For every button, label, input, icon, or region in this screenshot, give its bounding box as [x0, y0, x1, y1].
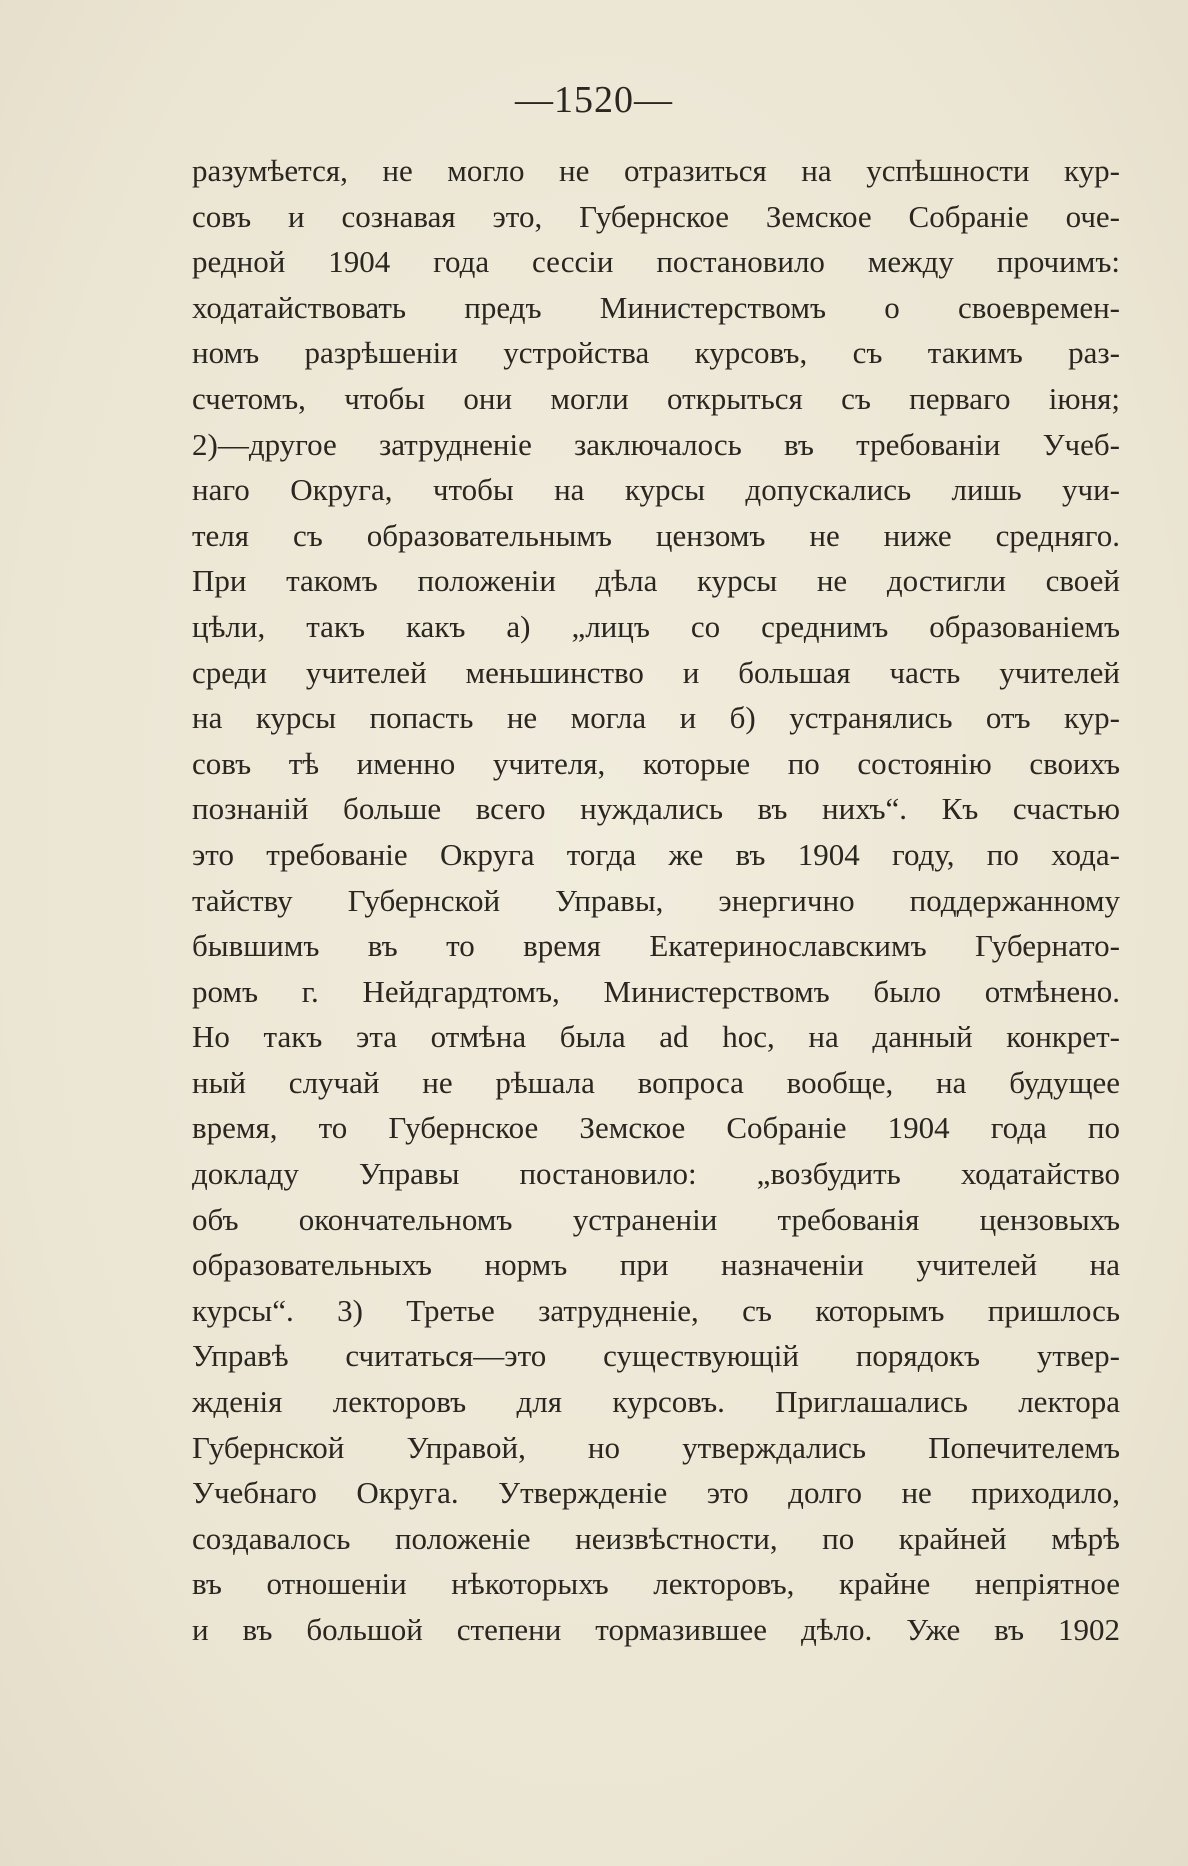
- text-line: среди учителей меньшинство и большая часть учителей: [192, 654, 1120, 690]
- text-line: цѣли, такъ какъ а) „лицъ со среднимъ образованіемъ: [192, 608, 1120, 644]
- text-line: время, то Губернское Земское Собраніе 1904 года по: [192, 1110, 1120, 1146]
- text-line: и въ большой степени тормазившее дѣло. Уже въ 1902: [192, 1612, 1120, 1647]
- body-text: [192, 148, 1120, 1653]
- text-line: образовательныхъ нормъ при назначеніи учителей на: [192, 1247, 1120, 1283]
- text-line: ный случай не рѣшала вопроса вообще, на будущее: [192, 1064, 1120, 1100]
- text-line: это требованіе Округа тогда же въ 1904 году, по хода-: [192, 836, 1120, 872]
- text-line: наго Округа, чтобы на курсы допускались лишь учи-: [192, 472, 1120, 508]
- text-line: бывшимъ въ то время Екатеринославскимъ Губернато-: [192, 928, 1120, 964]
- text-line: ходатайствовать предъ Министерствомъ о своевремен-: [192, 289, 1120, 325]
- text-line: редной 1904 года сессіи постановило между прочимъ:: [192, 244, 1120, 280]
- text-line: въ отношеніи нѣкоторыхъ лекторовъ, крайне непріятное: [192, 1566, 1120, 1602]
- text-line: познаній больше всего нуждались въ нихъ“. Къ счастью: [192, 791, 1120, 827]
- text-line: номъ разрѣшеніи устройства курсовъ, съ такимъ раз-: [192, 335, 1120, 371]
- text-line: Управѣ считаться—это существующій порядокъ утвер-: [192, 1338, 1120, 1374]
- text-line: объ окончательномъ устраненіи требованія цензовыхъ: [192, 1201, 1120, 1237]
- text-line: Но такъ эта отмѣна была ad hoc, на данный конкрет-: [192, 1019, 1120, 1055]
- text-line: докладу Управы постановило: „возбудить ходатайство: [192, 1156, 1120, 1192]
- text-line: тайству Губернской Управы, энергично поддержанному: [192, 882, 1120, 918]
- text-line: жденія лекторовъ для курсовъ. Приглашались лектора: [192, 1384, 1120, 1420]
- text-line: 2)—другое затрудненіе заключалось въ требованіи Учеб-: [192, 426, 1120, 462]
- text-line: Губернской Управой, но утверждались Попечителемъ: [192, 1429, 1120, 1465]
- text-line: совъ тѣ именно учителя, которые по состоянію своихъ: [192, 745, 1120, 781]
- text-line: разумѣется, не могло не отразиться на успѣшности кур-: [192, 153, 1120, 188]
- text-line: При такомъ положеніи дѣла курсы не достигли своей: [192, 563, 1120, 599]
- text-line: счетомъ, чтобы они могли открыться съ перваго іюня;: [192, 380, 1120, 416]
- text-line: теля съ образовательнымъ цензомъ не ниже средняго.: [192, 517, 1120, 553]
- text-line: создавалось положеніе неизвѣстности, по крайней мѣрѣ: [192, 1520, 1120, 1556]
- text-line: ромъ г. Нейдгардтомъ, Министерствомъ было отмѣнено.: [192, 973, 1120, 1009]
- text-line: Учебнаго Округа. Утвержденіе это долго не приходило,: [192, 1475, 1120, 1511]
- text-line: на курсы попасть не могла и б) устранялись отъ кур-: [192, 700, 1120, 736]
- page-number: —1520—: [515, 79, 673, 121]
- text-line: курсы“. 3) Третье затрудненіе, съ которымъ пришлось: [192, 1292, 1120, 1328]
- text-line: совъ и сознавая это, Губернское Земское Собраніе оче-: [192, 198, 1120, 234]
